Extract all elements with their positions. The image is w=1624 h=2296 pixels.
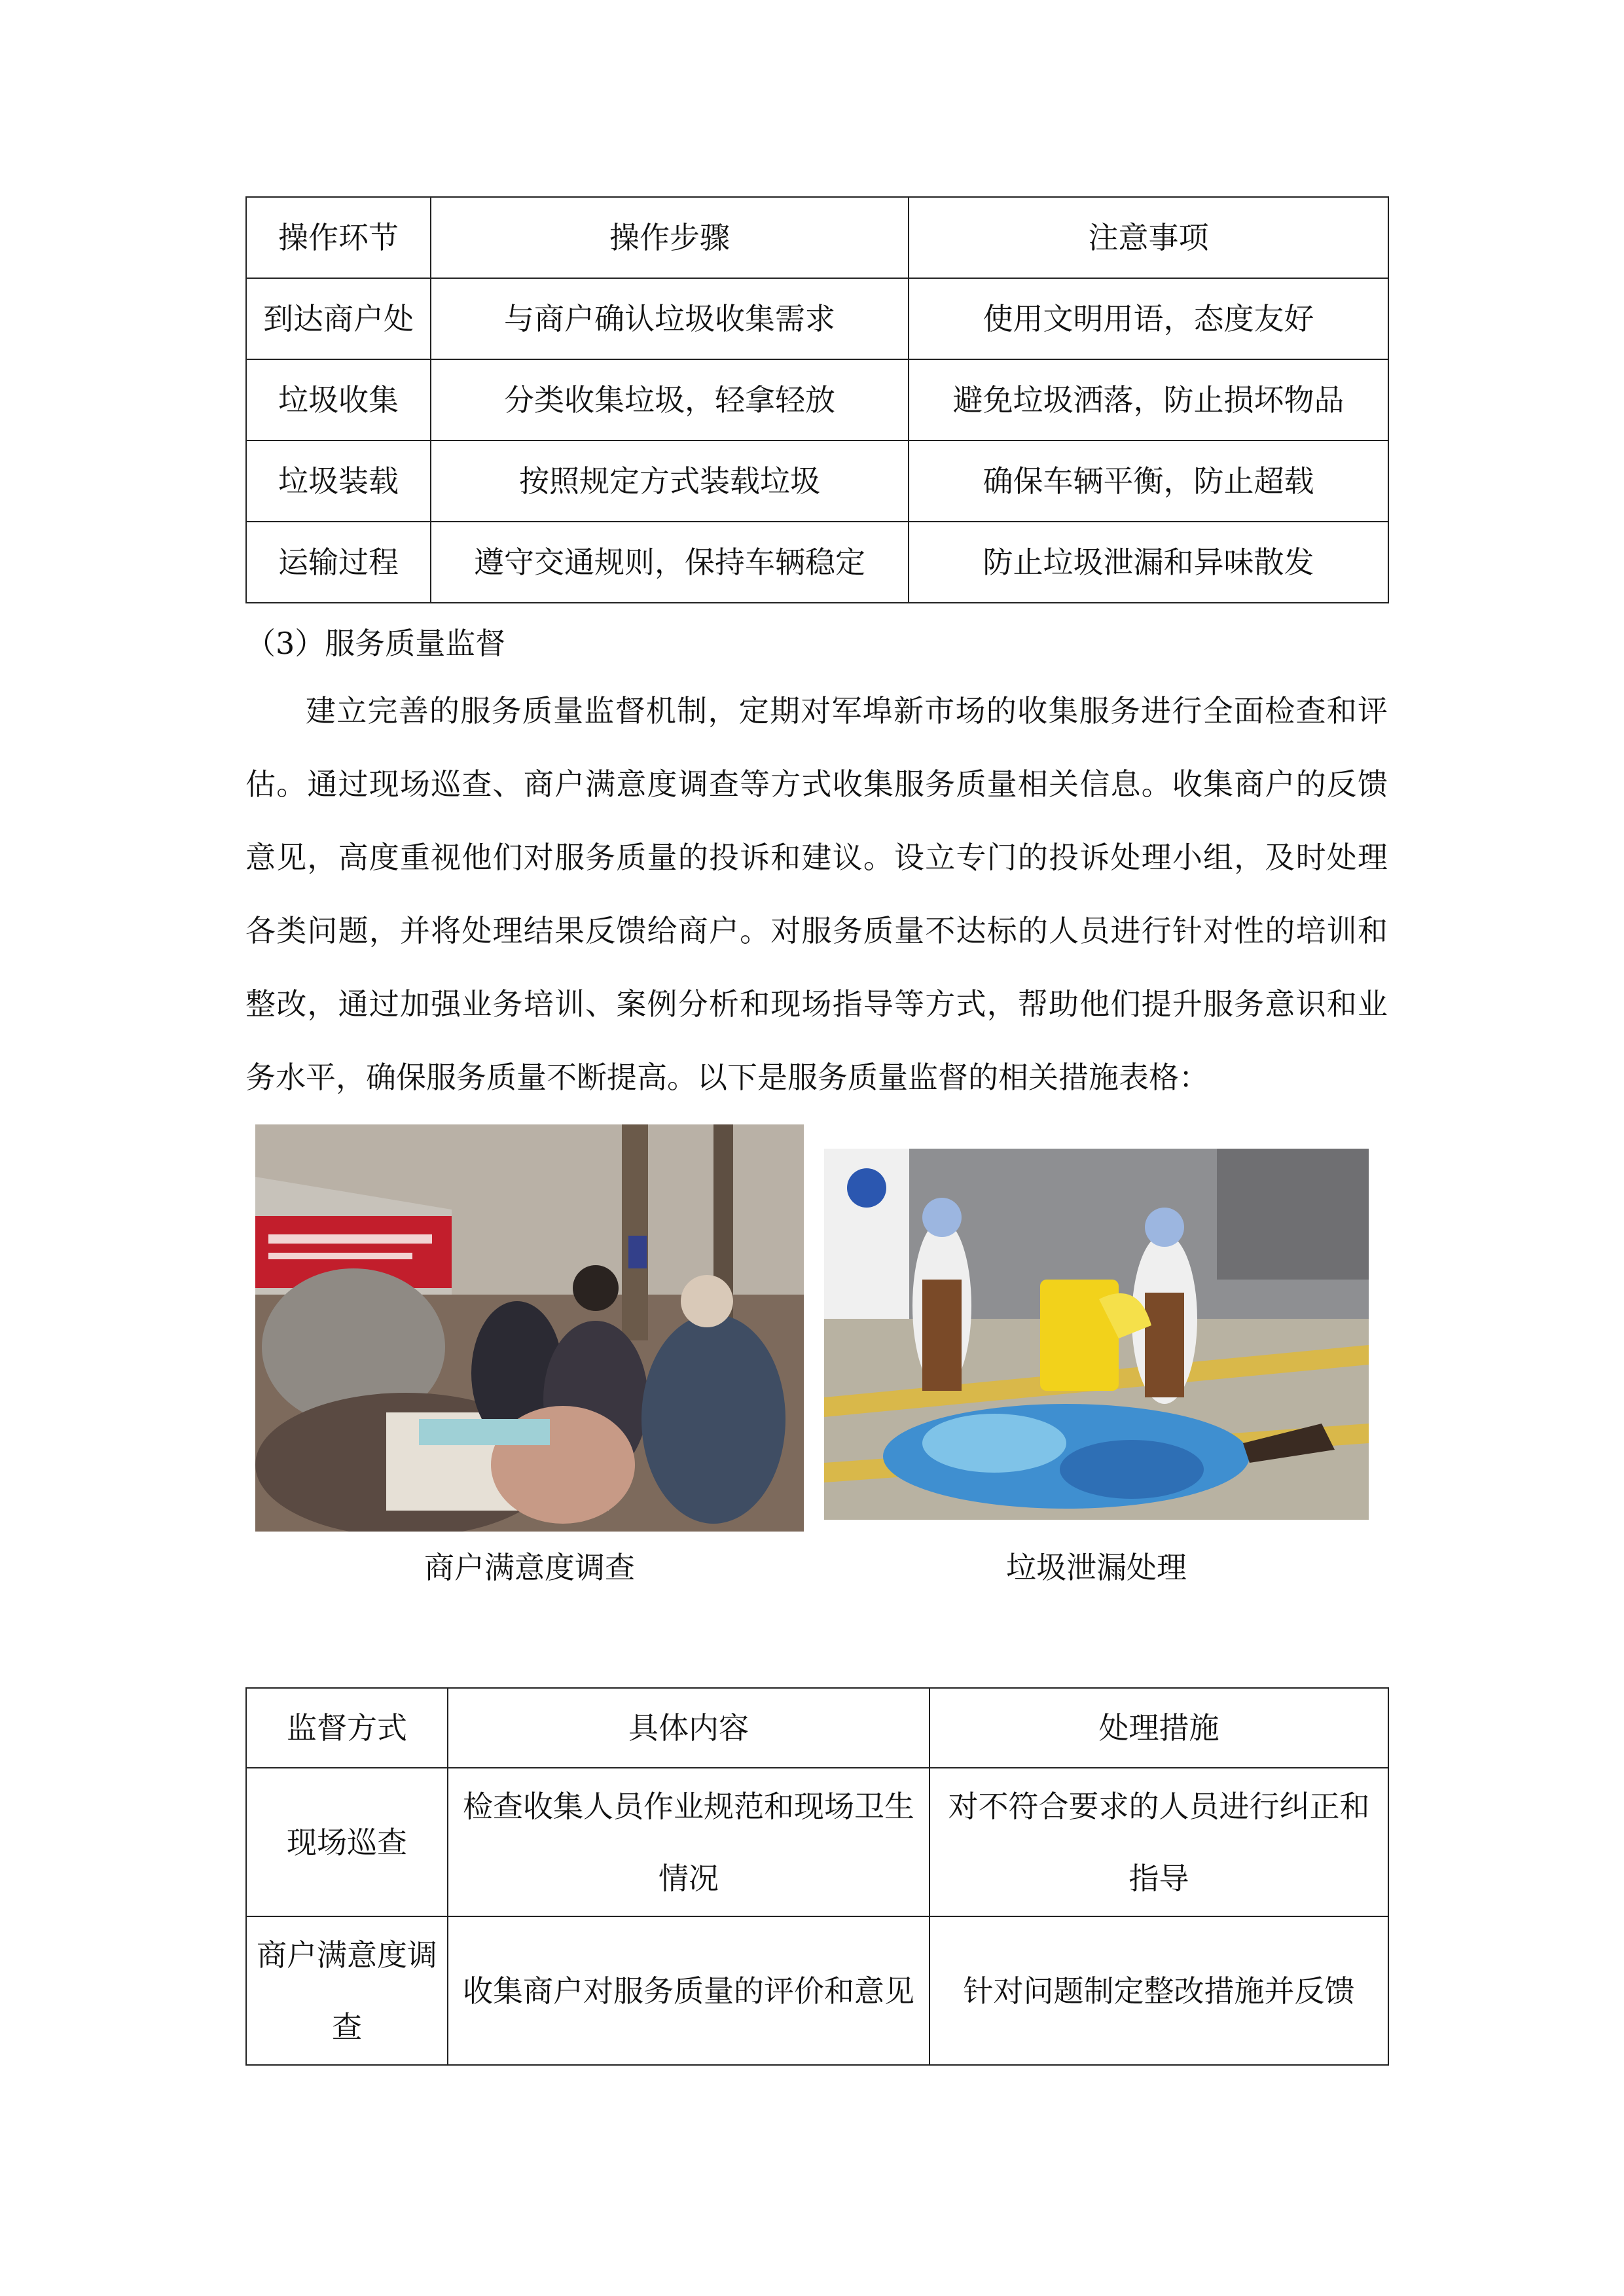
garbage-leak-caption: 垃圾泄漏处理 [1006, 1550, 1187, 1585]
table-header-cell: 注意事项 [909, 197, 1388, 278]
table-cell: 到达商户处 [246, 278, 431, 359]
table-cell: 遵守交通规则，保持车辆稳定 [431, 522, 909, 603]
table-cell: 现场巡查 [246, 1768, 448, 1916]
supervision-measures-table [245, 1687, 1389, 2066]
table-cell: 与商户确认垃圾收集需求 [431, 278, 909, 359]
table-row [246, 440, 1388, 522]
table-header-cell: 操作步骤 [431, 197, 909, 278]
table-cell: 垃圾收集 [246, 359, 431, 440]
table-header-cell: 监督方式 [246, 1688, 448, 1768]
table-cell: 分类收集垃圾，轻拿轻放 [431, 359, 909, 440]
table-cell: 按照规定方式装载垃圾 [431, 440, 909, 522]
operation-steps-table [245, 196, 1389, 603]
table-cell: 对不符合要求的人员进行纠正和指导 [929, 1768, 1388, 1916]
merchant-survey-caption: 商户满意度调查 [424, 1550, 635, 1585]
table-row [246, 522, 1388, 603]
table-cell: 检查收集人员作业规范和现场卫生情况 [448, 1768, 929, 1916]
table-cell: 确保车辆平衡，防止超载 [909, 440, 1388, 522]
table-header-row [246, 197, 1388, 278]
section-title: （3）服务质量监督 [245, 626, 506, 661]
table-header-cell: 处理措施 [929, 1688, 1388, 1768]
table-row [246, 278, 1388, 359]
table-cell: 商户满意度调查 [246, 1916, 448, 2065]
table-cell: 收集商户对服务质量的评价和意见 [448, 1916, 929, 2065]
table-row [246, 1768, 1388, 1916]
table-cell: 针对问题制定整改措施并反馈 [929, 1916, 1388, 2065]
table-header-cell: 操作环节 [246, 197, 431, 278]
merchant-survey-photo [255, 1124, 804, 1532]
garbage-leak-photo [824, 1149, 1369, 1520]
table-header-cell: 具体内容 [448, 1688, 929, 1768]
table-cell: 防止垃圾泄漏和异味散发 [909, 522, 1388, 603]
table-cell: 运输过程 [246, 522, 431, 603]
table-header-row [246, 1688, 1388, 1768]
table-cell: 垃圾装载 [246, 440, 431, 522]
body-paragraph: 建立完善的服务质量监督机制，定期对军埠新市场的收集服务进行全面检查和评估。通过现场巡查、商户满意度调查等方式收集服务质量相关信息。收集商户的反馈意见，高度重视他们对服务质量的投诉和建议。设立专门的投诉处理小组，及时处理各类问题，并将处理结果反馈给商户。对服务质量不达标的人员进行针对性的培训和整改，通过加强业务培训、案例分析和现场指导等方式，帮助他们提升服务意识和业务水平，确保服务质量不断提高。以下是服务质量监督的相关措施表格： [245, 693, 1388, 1095]
table-row [246, 1916, 1388, 2065]
table-cell: 避免垃圾洒落，防止损坏物品 [909, 359, 1388, 440]
table-cell: 使用文明用语，态度友好 [909, 278, 1388, 359]
table-row [246, 359, 1388, 440]
